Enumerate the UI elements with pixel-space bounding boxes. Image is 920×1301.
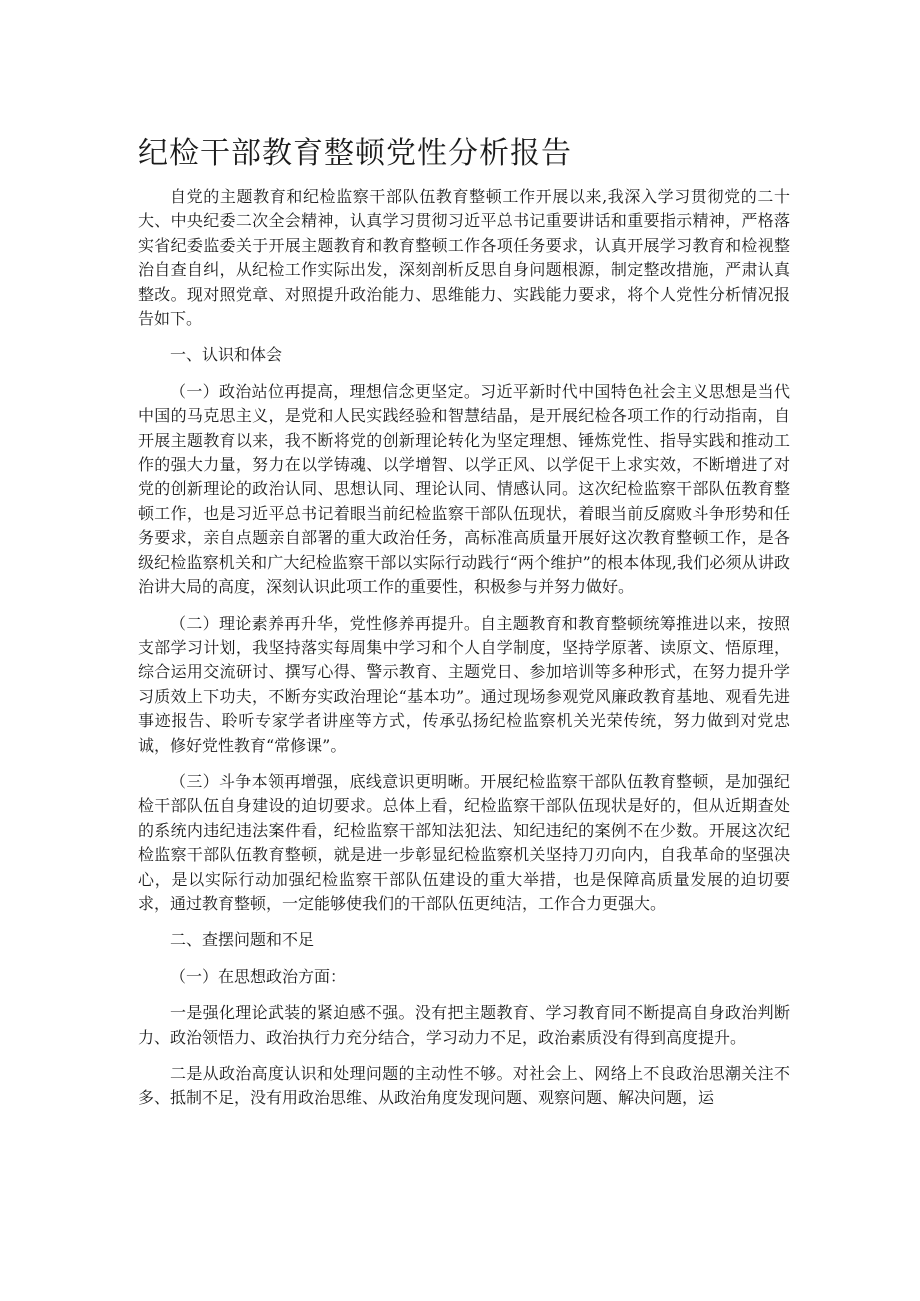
document-title: 纪检干部教育整顿党性分析报告 <box>138 136 572 171</box>
document-body <box>138 185 790 1123</box>
section-1-heading: 一、认识和体会 <box>170 345 283 365</box>
section-1-item-2: （二）理论素养再升华，党性修养再提升。自主题教育和教育整顿统筹推进以来，按照支部学习计划，我坚持落实每周集中学习和个人自学制度，坚持学原著、读原文、悟原理，综合运用交流研讨、撰写心得、警示教育、主题党日、参加培训等多种形式，在努力提升学习质效上下功夫，不断夯实政治理论“基本功”。通过现场参观党风廉政教育基地、观看先进事迹报告、聆听专家学者讲座等方式，传承弘扬纪检监察机关光荣传统，努力做到对党忠诚，修好党性教育“常修课”。 <box>138 613 790 755</box>
section-2-subheading: （一）在思想政治方面： <box>170 966 347 986</box>
section-2-heading: 二、查摆问题和不足 <box>170 930 315 950</box>
section-2-item-1: 一是强化理论武装的紧迫感不强。没有把主题教育、学习教育同不断提高自身政治判断力、政治领悟力、政治执行力充分结合，学习动力不足，政治素质没有得到高度提升。 <box>138 1003 790 1047</box>
intro-paragraph: 自党的主题教育和纪检监察干部队伍教育整顿工作开展以来,我深入学习贯彻党的二十大、中央纪委二次全会精神，认真学习贯彻习近平总书记重要讲话和重要指示精神，严格落实省纪委监委关于开展主题教育和教育整顿工作各项任务要求，认真开展学习教育和检视整治自查自纠，从纪检工作实际出发，深刻剖析反思自身问题根源，制定整改措施，严肃认真整改。现对照党章、对照提升政治能力、思维能力、实践能力要求，将个人党性分析情况报告如下。 <box>138 187 790 329</box>
section-2-item-2: 二是从政治高度认识和处理问题的主动性不够。对社会上、网络上不良政治思潮关注不多、抵制不足，没有用政治思维、从政治角度发现问题、观察问题、解决问题，运 <box>138 1064 790 1108</box>
section-1-item-1: （一）政治站位再提高，理想信念更坚定。习近平新时代中国特色社会主义思想是当代中国的马克思主义，是党和人民实践经验和智慧结晶，是开展纪检各项工作的行动指南，自开展主题教育以来，我不断将党的创新理论转化为坚定理想、锤炼党性、指导实践和推动工作的强大力量，努力在以学铸魂、以学增智、以学正风、以学促干上求实效，不断增进了对党的创新理论的政治认同、思想认同、理论认同、情感认同。这次纪检监察干部队伍教育整顿工作，也是习近平总书记着眼当前纪检监察干部队伍现状，着眼当前反腐败斗争形势和任务要求，亲自点题亲自部署的重大政治任务，高标准高质量开展好这次教育整顿工作，是各级纪检监察机关和广大纪检监察干部以实际行动践行“两个维护”的根本体现,我们必须从讲政治讲大局的高度，深刻认识此项工作的重要性，积极参与并努力做好。 <box>138 381 790 597</box>
section-1-item-3: （三）斗争本领再增强，底线意识更明晰。开展纪检监察干部队伍教育整顿，是加强纪检干部队伍自身建设的迫切要求。总体上看，纪检监察干部队伍现状是好的，但从近期查处的系统内违纪违法案件看，纪检监察干部知法犯法、知纪违纪的案例不在少数。开展这次纪检监察干部队伍教育整顿，就是进一步彰显纪检监察机关坚持刀刃向内，自我革命的坚强决心，是以实际行动加强纪检监察干部队伍建设的重大举措，也是保障高质量发展的迫切要求，通过教育整顿，一定能够使我们的干部队伍更纯洁，工作合力更强大。 <box>138 771 790 913</box>
